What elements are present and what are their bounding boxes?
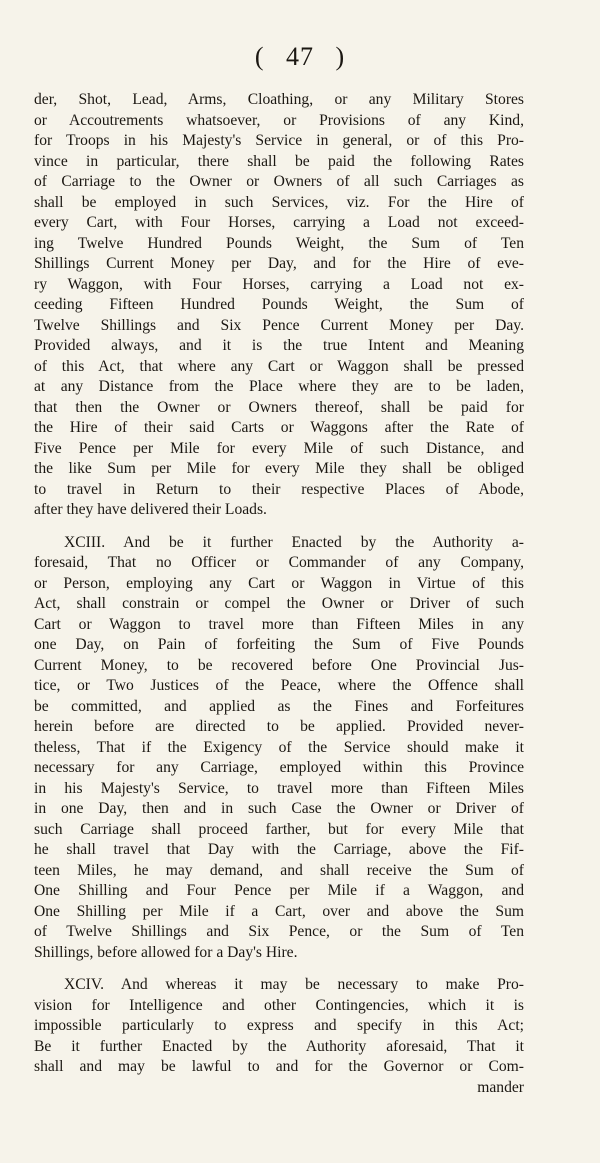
page-number: 47 [286,42,314,71]
text-line: Twelve Shillings and Six Pence Current Money per Day. [34,316,524,334]
text-line: vince in particular, there shall be paid the following Rates [34,152,524,170]
text-line: der, Shot, Lead, Arms, Cloathing, or any Military Stores [34,91,524,108]
text-line: herein before are directed to be applied. Provided never- [34,718,524,735]
paragraph-section-xciv [34,975,524,1098]
text-line: for Troops in his Majesty's Service in general, or of this Pro- [34,132,524,149]
close-paren: ) [335,42,346,71]
text-line: to travel in Return to their respective Places of Abode, [34,480,524,498]
text-line: vision for Intelligence and other Contingencies, which it is [34,996,524,1014]
text-line: One Shilling and Four Pence per Mile if a Waggon, and [34,882,524,899]
body-text [34,90,524,1098]
text-line: Shillings, before allowed for a Day's Hire. [34,943,298,961]
open-paren: ( [254,42,265,71]
text-line: in his Majesty's Service, to travel more than Fifteen Miles [34,779,524,797]
text-line: tice, or Two Justices of the Peace, where the Offence shall [34,677,524,694]
text-line: Act, shall constrain or compel the Owner or Driver of such [34,595,524,612]
text-line: shall be employed in such Services, viz. For the Hire of [34,193,524,211]
text-line: at any Distance from the Place where they are to be laden, [34,378,524,395]
text-line: the Hire of their said Carts or Waggons after the Rate of [34,419,524,436]
text-line: XCIV. And whereas it may be necessary to make Pro- [64,976,524,993]
text-line: every Cart, with Four Horses, carrying a Load not exceed- [34,214,524,231]
text-line: Current Money, to be recovered before One Provincial Jus- [34,656,524,674]
text-line: that then the Owner or Owners thereof, shall be paid for [34,398,524,416]
paragraph-gap [34,963,524,975]
page-header [0,42,600,72]
text-line: such Carriage shall proceed farther, but for every Mile that [34,820,524,838]
paragraph-carriage-rates [34,90,524,521]
text-line: shall and may be lawful to and for the Governor or Com- [34,1058,524,1075]
text-line: of Twelve Shillings and Six Pence, or the Sum of Ten [34,923,524,940]
text-line: necessary for any Carriage, employed within this Province [34,759,524,776]
text-line: or Person, employing any Cart or Waggon in Virtue of this [34,574,524,592]
text-line: be committed, and applied as the Fines and Forfeitures [34,697,524,715]
text-line: teen Miles, he may demand, and shall receive the Sum of [34,861,524,879]
text-line: Provided always, and it is the true Intent and Meaning [34,337,524,354]
text-line: of this Act, that where any Cart or Waggon shall be pressed [34,357,524,375]
text-line: XCIII. And be it further Enacted by the Authority a- [64,533,524,551]
text-line: one Day, on Pain of forfeiting the Sum of Five Pounds [34,636,524,653]
text-line: ry Waggon, with Four Horses, carrying a Load not ex- [34,275,524,293]
catchword: mander [477,1078,524,1096]
text-line: foresaid, That no Officer or Commander of any Company, [34,554,524,571]
text-line: Five Pence per Mile for every Mile of such Distance, and [34,439,524,457]
text-line: the like Sum per Mile for every Mile they shall be obliged [34,460,524,477]
text-line: theless, That if the Exigency of the Service should make it [34,738,524,756]
text-line: or Accoutrements whatsoever, or Provisions of any Kind, [34,111,524,129]
text-line: ing Twelve Hundred Pounds Weight, the Sum of Ten [34,234,524,252]
text-line: he shall travel that Day with the Carriage, above the Fif- [34,841,524,858]
text-line: ceeding Fifteen Hundred Pounds Weight, the Sum of [34,296,524,313]
text-line: in one Day, then and in such Case the Owner or Driver of [34,800,524,817]
text-line: impossible particularly to express and specify in this Act; [34,1017,524,1034]
text-line: One Shilling per Mile if a Cart, over and above the Sum [34,902,524,920]
paragraph-gap [34,521,524,533]
text-line: Shillings Current Money per Day, and for the Hire of eve- [34,255,524,272]
text-line: Be it further Enacted by the Authority aforesaid, That it [34,1037,524,1055]
text-line: Cart or Waggon to travel more than Fifteen Miles in any [34,615,524,633]
text-line: after they have delivered their Loads. [34,501,267,518]
text-line: of Carriage to the Owner or Owners of all such Carriages as [34,173,524,190]
paragraph-section-xciii [34,533,524,964]
